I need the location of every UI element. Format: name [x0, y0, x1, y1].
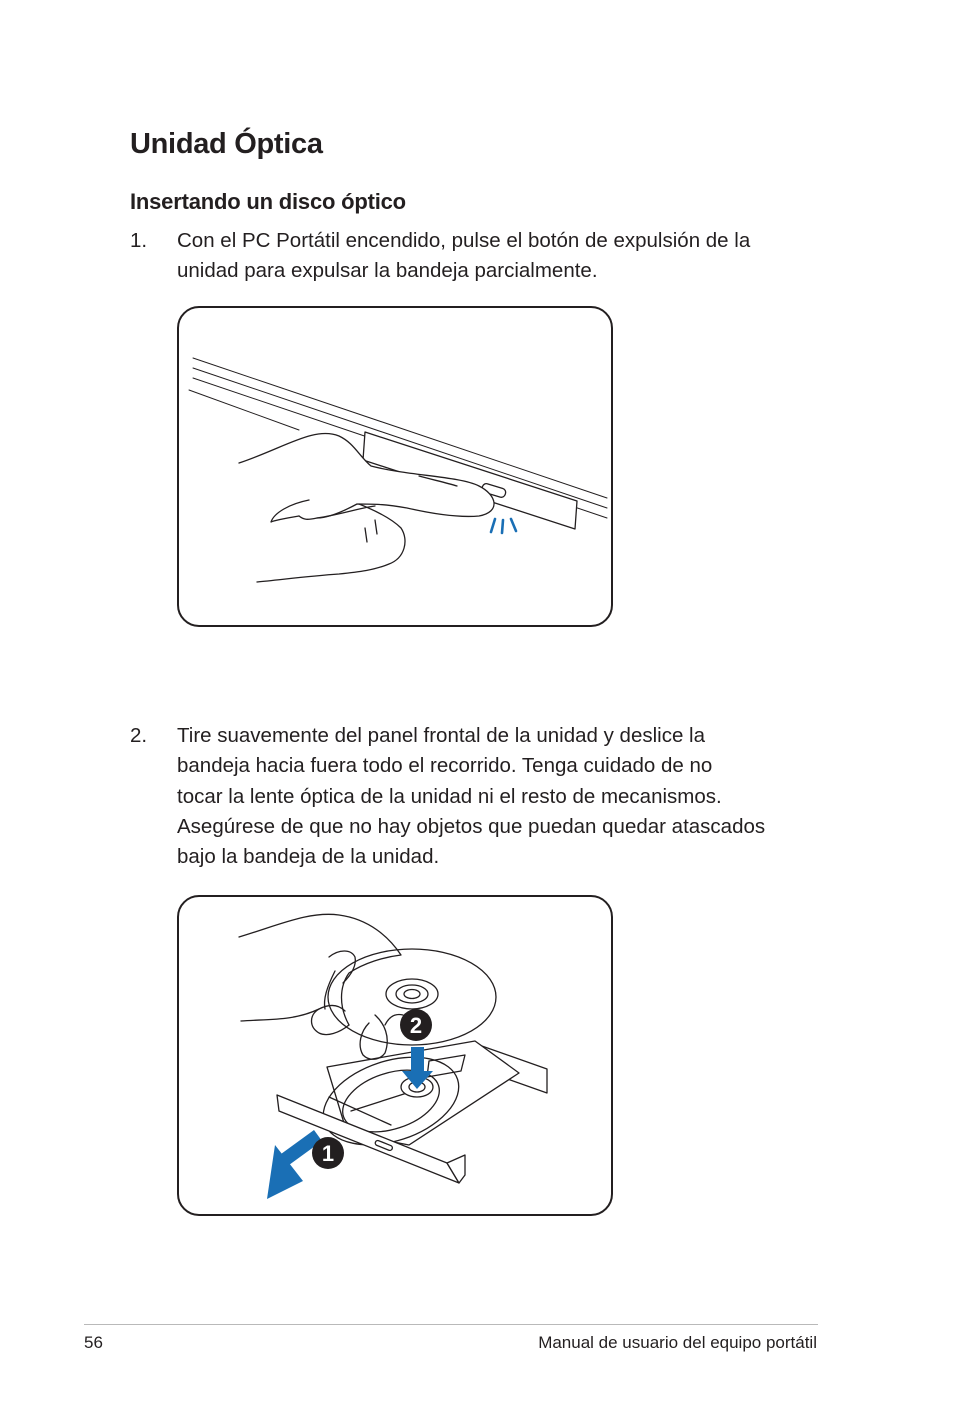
- marker-2-label: 2: [409, 1013, 423, 1038]
- step-number: 1.: [130, 229, 148, 252]
- page-title: Unidad Óptica: [130, 128, 323, 160]
- marker-2-icon: [400, 1009, 432, 1041]
- marker-1-label: 1: [321, 1141, 335, 1166]
- step-line: unidad para expulsar la bandeja parcialmente.: [177, 259, 598, 283]
- pull-arrow-icon: [267, 1130, 322, 1199]
- eject-illustration: [179, 308, 613, 627]
- footer-divider: [84, 1324, 818, 1325]
- insert-disc-illustration: [179, 897, 613, 1216]
- step-number: 2.: [130, 724, 148, 747]
- figure-eject-button: [177, 306, 613, 627]
- figure-insert-disc: [177, 895, 613, 1216]
- step-line: tocar la lente óptica de la unidad ni el resto de mecanismos.: [177, 784, 722, 808]
- step-line: Asegúrese de que no hay objetos que puedan quedar atascados: [177, 814, 766, 838]
- section-heading: Insertando un disco óptico: [130, 189, 406, 214]
- marker-1-icon: [312, 1137, 344, 1169]
- step-text: [177, 721, 837, 872]
- footer-title: Manual de usuario del equipo portátil: [538, 1333, 817, 1352]
- page-number: 56: [84, 1333, 103, 1352]
- step-line: Tire suavemente del panel frontal de la unidad y deslice la: [177, 724, 706, 747]
- press-indicator-icon: [491, 519, 516, 533]
- step-line: Con el PC Portátil encendido, pulse el botón de expulsión de la: [177, 229, 751, 252]
- step-text: [177, 226, 837, 287]
- step-line: bandeja hacia fuera todo el recorrido. Tenga cuidado de no: [177, 754, 713, 778]
- step-line: bajo la bandeja de la unidad.: [177, 845, 440, 869]
